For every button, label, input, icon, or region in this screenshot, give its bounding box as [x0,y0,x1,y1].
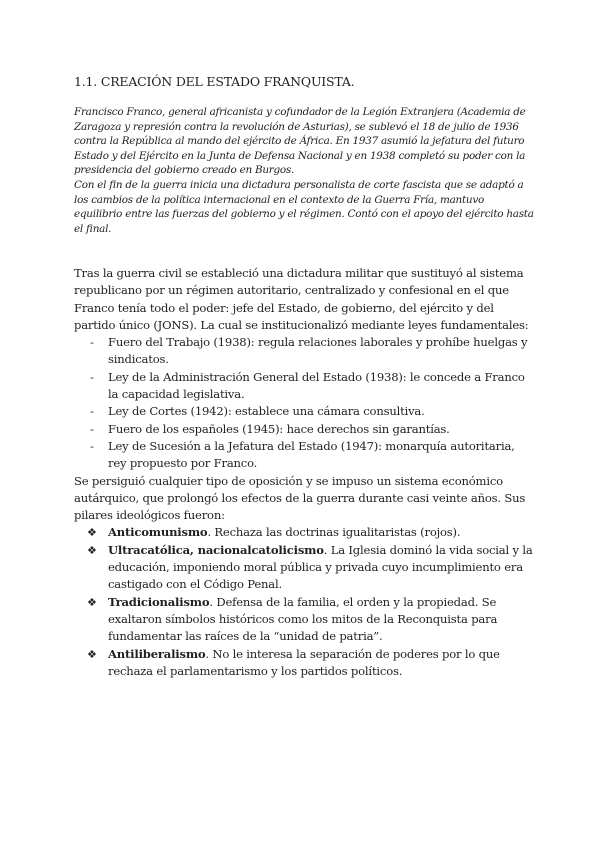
list-item [74,334,536,369]
list-item [74,438,536,473]
pillar-description: . La Iglesia dominó la vida social y la educación, imponiendo moral pública y privada cuyo incumplimiento era castigado con el Código Penal. [108,542,533,592]
intro-paragraph-2: Con el fin de la guerra inicia una dictadura personalista de corte fascista que se adaptó a los cambios de la política internacional en el contexto de la Guerra Fría, mantuvo equilibrio entre las fuerzas del gobierno y el régimen. Contó con el apoyo del ejército hasta el final. [74,178,534,235]
diamond-bullet-icon: ❖ [87,526,97,540]
dash-bullet: - [90,369,94,384]
list-item [74,421,536,438]
list-item [74,646,536,681]
list-item [74,369,536,404]
pillar-description: . Defensa de la familia, el orden y la propiedad. Se exaltaron símbolos históricos como los mitos de la Reconquista para fundamentar las raíces de la “unidad de patria”. [108,594,498,644]
list-item-text: Ley de Sucesión a la Jefatura del Estado (1947): monarquía autoritaria, rey propuesto por Franco. [108,438,515,471]
diamond-bullet-icon: ❖ [87,595,97,609]
diamond-bullet-icon: ❖ [87,543,97,557]
list-item [74,403,536,420]
ideological-pillars-list [74,524,536,680]
pillar-term: Ultracatólica, nacionalcatolicismo [108,542,324,557]
list-item-text: Ley de la Administración General del Estado (1938): le concede a Franco la capacidad legislativa. [108,369,525,402]
list-item-text: Fuero de los españoles (1945): hace derechos sin garantías. [108,421,450,436]
fundamental-laws-list [74,334,536,472]
pillar-term: Anticomunismo [108,525,208,540]
main-text [74,265,536,680]
pillar-description: . Rechaza las doctrinas igualitaristas (rojos). [207,525,461,540]
body-paragraph-1: Tras la guerra civil se estableció una dictadura militar que sustituyó al sistema republicano por un régimen autoritario, centralizado y confesional en el que Franco tenía todo el poder: jefe del Estado, de gobierno, del ejército y del partido único (JONS). La cual se institucionalizó mediante leyes fundamentales: [74,266,529,332]
intro-summary [74,105,534,236]
list-item-text: Ley de Cortes (1942): establece una cámara consultiva. [108,404,425,419]
list-item [74,524,536,541]
list-item [74,594,536,646]
intro-paragraph-1: Francisco Franco, general africanista y cofundador de la Legión Extranjera (Academia de Zaragoza y represión contra la revolución de Asturias), se sublevó el 18 de julio de 1936 contra la República al mando del ejército de África. En 1937 asumió la jefatura del futuro Estado y del Ejército en la Junta de Defensa Nacional y en 1938 completó su poder con la presidencia del gobierno creado en Burgos. [74,106,526,177]
dash-bullet: - [90,404,94,419]
body-paragraph-2: Se persiguió cualquier tipo de oposición y se impuso un sistema económico autárquico, que prolongó los efectos de la guerra durante casi veinte años. Sus pilares ideológicos fueron: [74,473,526,523]
pillar-description: . No le interesa la separación de poderes por lo que rechaza el parlamentarismo y los partidos políticos. [108,646,500,678]
dash-bullet: - [90,335,94,350]
pillar-term: Antiliberalismo [108,646,206,661]
dash-bullet: - [90,438,94,453]
pillar-term: Tradicionalismo [108,594,210,609]
list-item [74,542,536,594]
dash-bullet: - [90,421,94,436]
section-title: 1.1. CREACIÓN DEL ESTADO FRANQUISTA. [74,74,355,89]
list-item-text: Fuero del Trabajo (1938): regula relaciones laborales y prohíbe huelgas y sindicatos. [108,335,528,367]
diamond-bullet-icon: ❖ [87,647,97,661]
